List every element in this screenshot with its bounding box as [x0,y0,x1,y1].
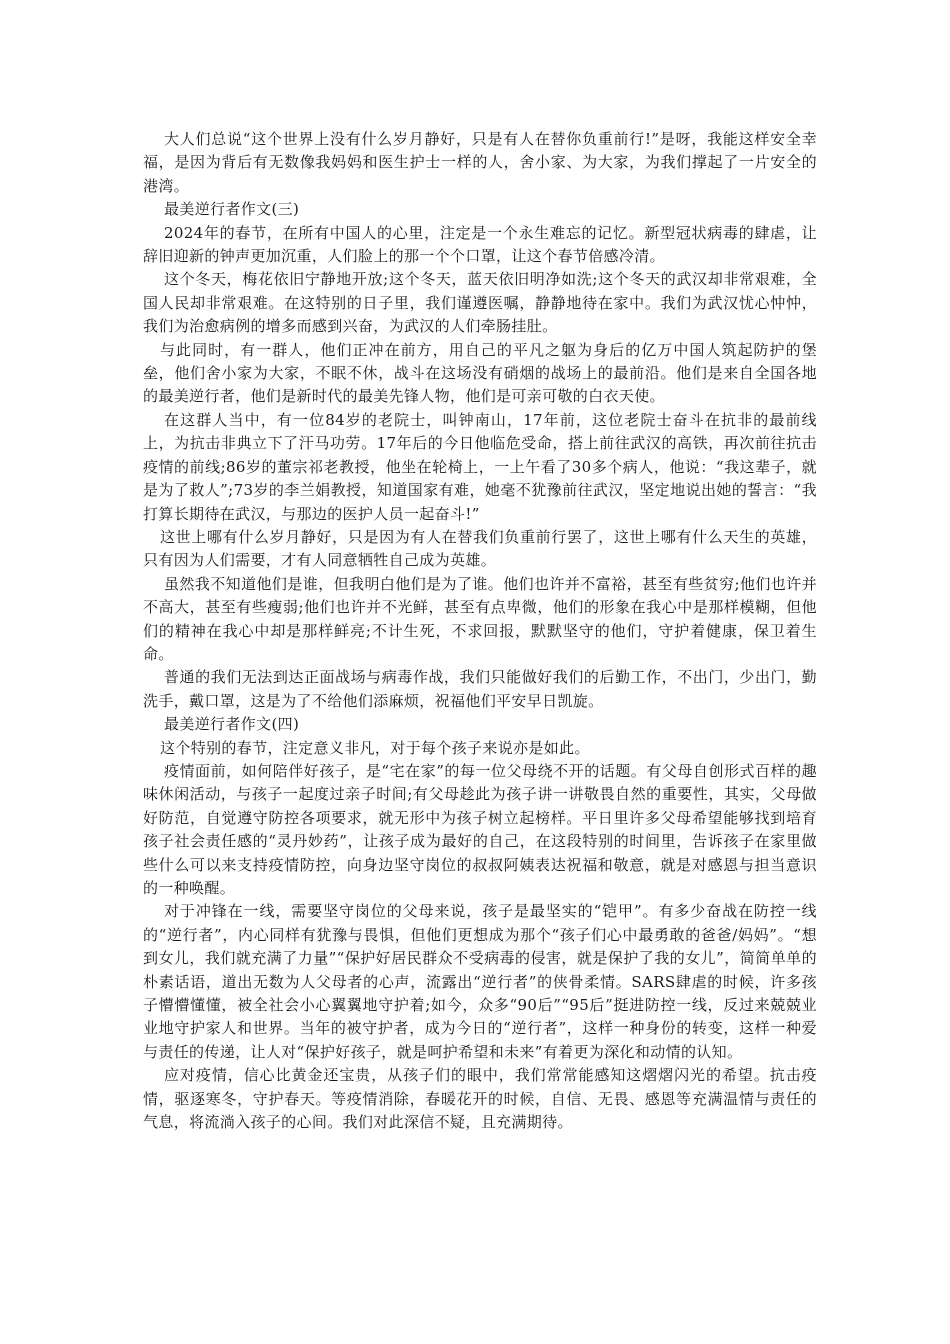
paragraph-spring-festival: 2024年的春节，在所有中国人的心里，注定是一个永生难忘的记忆。新型冠状病毒的肆虐，让辞旧迎新的钟声更加沉重，人们脸上的那一个个口罩，让这个春节倍感冷清。 [143,223,817,266]
section-heading-four: 最美逆行者作文(四) [164,715,300,734]
section-heading-three: 最美逆行者作文(三) [164,200,300,219]
paragraph-intro: 大人们总说“这个世界上没有什么岁月静好，只是有人在替你负重前行!”是呀，我能这样安全幸福，是因为背后有无数像我妈妈和医生护士一样的人，舍小家、为大家，为我们撑起了一片安全的港湾。 [143,130,817,195]
paragraph-confidence: 应对疫情，信心比黄金还宝贵，从孩子们的眼中，我们常常能感知这熠熠闪光的希望。抗击疫情，驱逐寒冬，守护春天。等疫情消除，春暖花开的时候，自信、无畏、感恩等充满温情与责任的气息，将流淌入孩子的心间。我们对此深信不疑，且充满期待。 [143,1066,817,1132]
paragraph-parenting: 疫情面前，如何陪伴好孩子，是“宅在家”的每一位父母绕不开的话题。有父母自创形式百样的趣味休闲活动，与孩子一起度过亲子时间;有父母趁此为孩子讲一讲敬畏自然的重要性，其实，父母做好防范，自觉遵守防控各项要求，就无形中为孩子树立起榜样。平日里许多父母希望能够找到培育孩子社会责任感的“灵丹妙药”，让孩子成为最好的自己，在这段特别的时间里，告诉孩子在家里做些什么可以来支持疫情防控，向身边坚守岗位的叔叔阿姨表达祝福和敬意，就是对感恩与担当意识的一种唤醒。 [143,761,817,897]
paragraph-armor: 对于冲锋在一线，需要坚守岗位的父母来说，孩子是最坚实的“铠甲”。有多少奋战在防控一线的“逆行者”，内心同样有犹豫与畏惧，但他们更想成为那个“孩子们心中最勇敢的爸爸/妈妈”。“想到女儿，我们就充满了力量”“保护好居民群众不受病毒的侵害，就是保护了我的女儿”，简简单单的朴素话语，道出无数为人父母者的心声，流露出“逆行者”的侠骨柔情。SARS肆虐的时候，许多孩子懵懵懂懂，被全社会小心翼翼地守护着;如今，众多“90后”“95后”挺进防控一线，反过来兢兢业业地守护家人和世界。当年的被守护者，成为今日的“逆行者”，这样一种身份的转变，这样一种爱与责任的传递，让人对“保护好孩子，就是呵护希望和未来”有着更为深化和动情的认知。 [143,902,817,1061]
paragraph-academicians: 在这群人当中，有一位84岁的老院士，叫钟南山，17年前，这位老院士奋斗在抗非的最前线上，为抗击非典立下了汗马功劳。17年后的今日他临危受命，搭上前往武汉的高铁，再次前往抗击疫情的前线;86岁的董宗祁老教授，他坐在轮椅上，一上午看了30多个病人，他说：“我这辈子，就是为了救人”;73岁的李兰娟教授，知道国家有难，她毫不犹豫前往武汉，坚定地说出她的誓言：“我打算长期待在武汉，与那边的医护人员一起奋斗!” [143,410,817,523]
paragraph-heroes: 这世上哪有什么岁月静好，只是因为有人在替我们负重前行罢了，这世上哪有什么天生的英雄，只有因为人们需要，才有人同意牺牲自己成为英雄。 [143,527,817,570]
document-body [143,128,817,1134]
paragraph-frontline: 与此同时，有一群人，他们正冲在前方，用自己的平凡之躯为身后的亿万中国人筑起防护的堡垒，他们舍小家为大家，不眠不休，战斗在这场没有硝烟的战场上的最前沿。他们是来自全国各地的最美逆行者，他们是新时代的最美先锋人物，他们是可亲可敬的白衣天使。 [143,340,817,406]
paragraph-special-festival: 这个特别的春节，注定意义非凡，对于每个孩子来说亦是如此。 [160,738,590,757]
paragraph-winter: 这个冬天，梅花依旧宁静地开放;这个冬天，蓝天依旧明净如洗;这个冬天的武汉却非常艰难，全国人民却非常艰难。在这特别的日子里，我们谨遵医嘱，静静地待在家中。我们为武汉忧心忡忡，我们为治愈病例的增多而感到兴奋，为武汉的人们牵肠挂肚。 [143,270,817,336]
paragraph-unknown-heroes: 虽然我不知道他们是谁，但我明白他们是为了谁。他们也许并不富裕，甚至有些贫穷;他们也许并不高大，甚至有些瘦弱;他们也许并不光鲜，甚至有点卑微，他们的形象在我心中是那样模糊，但他们的精神在我心中却是那样鲜亮;不计生死，不求回报，默默坚守的他们，守护着健康，保卫着生命。 [143,574,817,663]
paragraph-stay-home: 普通的我们无法到达正面战场与病毒作战，我们只能做好我们的后勤工作，不出门，少出门，勤洗手，戴口罩，这是为了不给他们添麻烦，祝福他们平安早日凯旋。 [143,668,817,710]
